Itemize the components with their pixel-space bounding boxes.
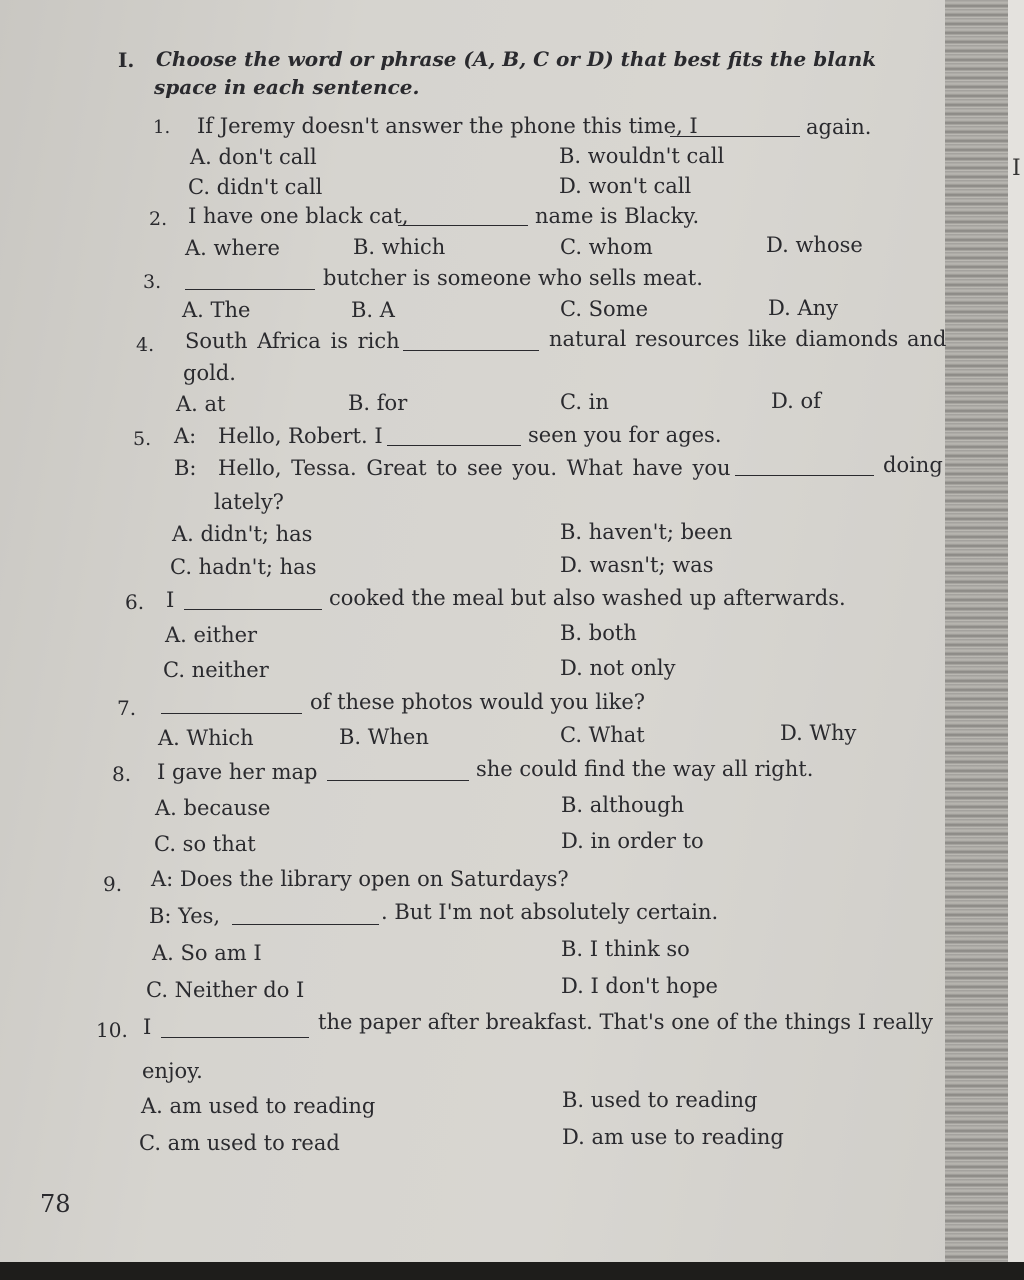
question-8-option-a: A. because [155, 796, 271, 820]
question-2-blank [398, 225, 528, 226]
question-2-option-d: D. whose [766, 233, 863, 257]
question-5-line-b-end: doing [883, 453, 943, 477]
question-1-option-c: C. didn't call [188, 175, 323, 199]
question-1-option-b: B. wouldn't call [559, 144, 725, 168]
question-1-stem: If Jeremy doesn't answer the phone this time, I [197, 114, 698, 138]
background-band [0, 1262, 1024, 1280]
question-5-blank-b [735, 475, 874, 476]
question-7-blank [161, 713, 302, 714]
question-10-stem-line2: enjoy. [142, 1059, 203, 1083]
question-3-option-c: C. Some [560, 297, 649, 321]
question-7-option-c: C. What [560, 723, 645, 747]
question-6-blank [184, 609, 322, 610]
question-1-option-a: A. don't call [190, 145, 317, 169]
question-5-line-b: Hello, Tessa. Great to see you. What have you [218, 456, 731, 480]
question-9-number: 9. [103, 872, 123, 896]
question-8-stem-end: she could find the way all right. [476, 757, 814, 781]
question-1-number: 1. [153, 117, 171, 138]
question-8-option-c: C. so that [154, 832, 256, 856]
question-8-stem: I gave her map [157, 760, 318, 784]
question-10-option-a: A. am used to reading [141, 1094, 376, 1118]
section-instruction-line2: space in each sentence. [154, 75, 420, 99]
question-10-stem: I [143, 1015, 152, 1039]
question-2-stem: I have one black cat, [188, 204, 409, 228]
question-3-option-d: D. Any [768, 296, 838, 320]
question-10-option-b: B. used to reading [562, 1088, 758, 1112]
question-4-option-d: D. of [771, 389, 821, 413]
question-4-number: 4. [136, 334, 155, 356]
question-10-blank [161, 1037, 309, 1038]
question-7-number: 7. [117, 696, 137, 720]
question-8-blank [327, 780, 469, 781]
question-2-stem-end: name is Blacky. [535, 204, 700, 228]
question-2-option-a: A. where [185, 236, 280, 260]
question-5-blank-a [387, 445, 521, 446]
question-8-option-d: D. in order to [561, 829, 704, 853]
question-2-number: 2. [149, 208, 168, 230]
question-9-line-b-end: . But I'm not absolutely certain. [381, 900, 719, 924]
question-5-option-c: C. hadn't; has [170, 555, 317, 579]
question-5-number: 5. [133, 428, 152, 450]
question-9-option-b: B. I think so [561, 937, 690, 961]
question-5-option-a: A. didn't; has [172, 522, 313, 546]
question-5-line-a-end: seen you for ages. [528, 423, 722, 447]
question-4-stem-line2: gold. [183, 361, 236, 385]
section-instruction-line1: Choose the word or phrase (A, B, C or D) that best fits the blank [156, 47, 877, 71]
question-6-stem: I [166, 588, 175, 612]
question-3-number: 3. [143, 271, 162, 293]
question-1-option-d: D. won't call [559, 174, 692, 198]
question-2-option-b: B. which [353, 235, 446, 259]
question-9-option-c: C. Neither do I [146, 978, 305, 1002]
question-3-blank [185, 289, 315, 290]
question-9-line-a: A: Does the library open on Saturdays? [151, 867, 569, 891]
question-5-speaker-b: B: [174, 456, 197, 480]
question-4-option-b: B. for [348, 391, 408, 415]
question-5-line-a: Hello, Robert. I [218, 424, 383, 448]
question-5-line-b-cont: lately? [214, 490, 284, 514]
question-7-stem: of these photos would you like? [310, 690, 646, 714]
question-8-option-b: B. although [561, 793, 685, 817]
question-3-option-a: A. The [182, 298, 251, 322]
question-2-option-c: C. whom [560, 235, 653, 259]
question-6-option-c: C. neither [163, 658, 269, 682]
question-3-option-b: B. A [351, 298, 395, 322]
question-7-option-d: D. Why [780, 721, 857, 745]
question-6-option-b: B. both [560, 621, 637, 645]
question-6-stem-end: cooked the meal but also washed up afterwards. [329, 586, 846, 610]
question-9-option-d: D. I don't hope [561, 974, 718, 998]
section-numeral: I. [118, 48, 135, 72]
question-10-number: 10. [96, 1018, 128, 1042]
question-10-option-c: C. am used to read [139, 1131, 340, 1155]
question-10-stem-end: the paper after breakfast. That's one of the things I really [318, 1010, 933, 1034]
question-6-number: 6. [125, 590, 145, 614]
question-9-line-b: B: Yes, [149, 904, 221, 928]
question-4-option-a: A. at [176, 392, 226, 416]
question-4-option-c: C. in [560, 390, 609, 414]
question-4-stem-end: natural resources like diamonds and [549, 327, 947, 351]
question-8-number: 8. [112, 762, 132, 786]
question-7-option-a: A. Which [158, 726, 254, 750]
question-5-option-d: D. wasn't; was [560, 553, 714, 577]
question-4-blank [403, 350, 539, 351]
question-5-speaker-a: A: [174, 424, 197, 448]
margin-mark: I [1012, 156, 1021, 181]
question-3-stem: butcher is someone who sells meat. [323, 266, 703, 290]
question-7-option-b: B. When [339, 725, 429, 749]
question-6-option-d: D. not only [560, 656, 676, 680]
question-4-stem: South Africa is rich [185, 329, 400, 353]
page-edge [1008, 0, 1024, 1262]
question-9-option-a: A. So am I [152, 941, 262, 965]
question-1-blank [670, 136, 800, 137]
page-number: 78 [40, 1190, 71, 1218]
question-5-option-b: B. haven't; been [560, 520, 733, 544]
question-6-option-a: A. either [165, 623, 258, 647]
question-9-blank [232, 924, 379, 925]
question-10-option-d: D. am use to reading [562, 1125, 784, 1149]
question-1-stem-end: again. [806, 115, 872, 139]
